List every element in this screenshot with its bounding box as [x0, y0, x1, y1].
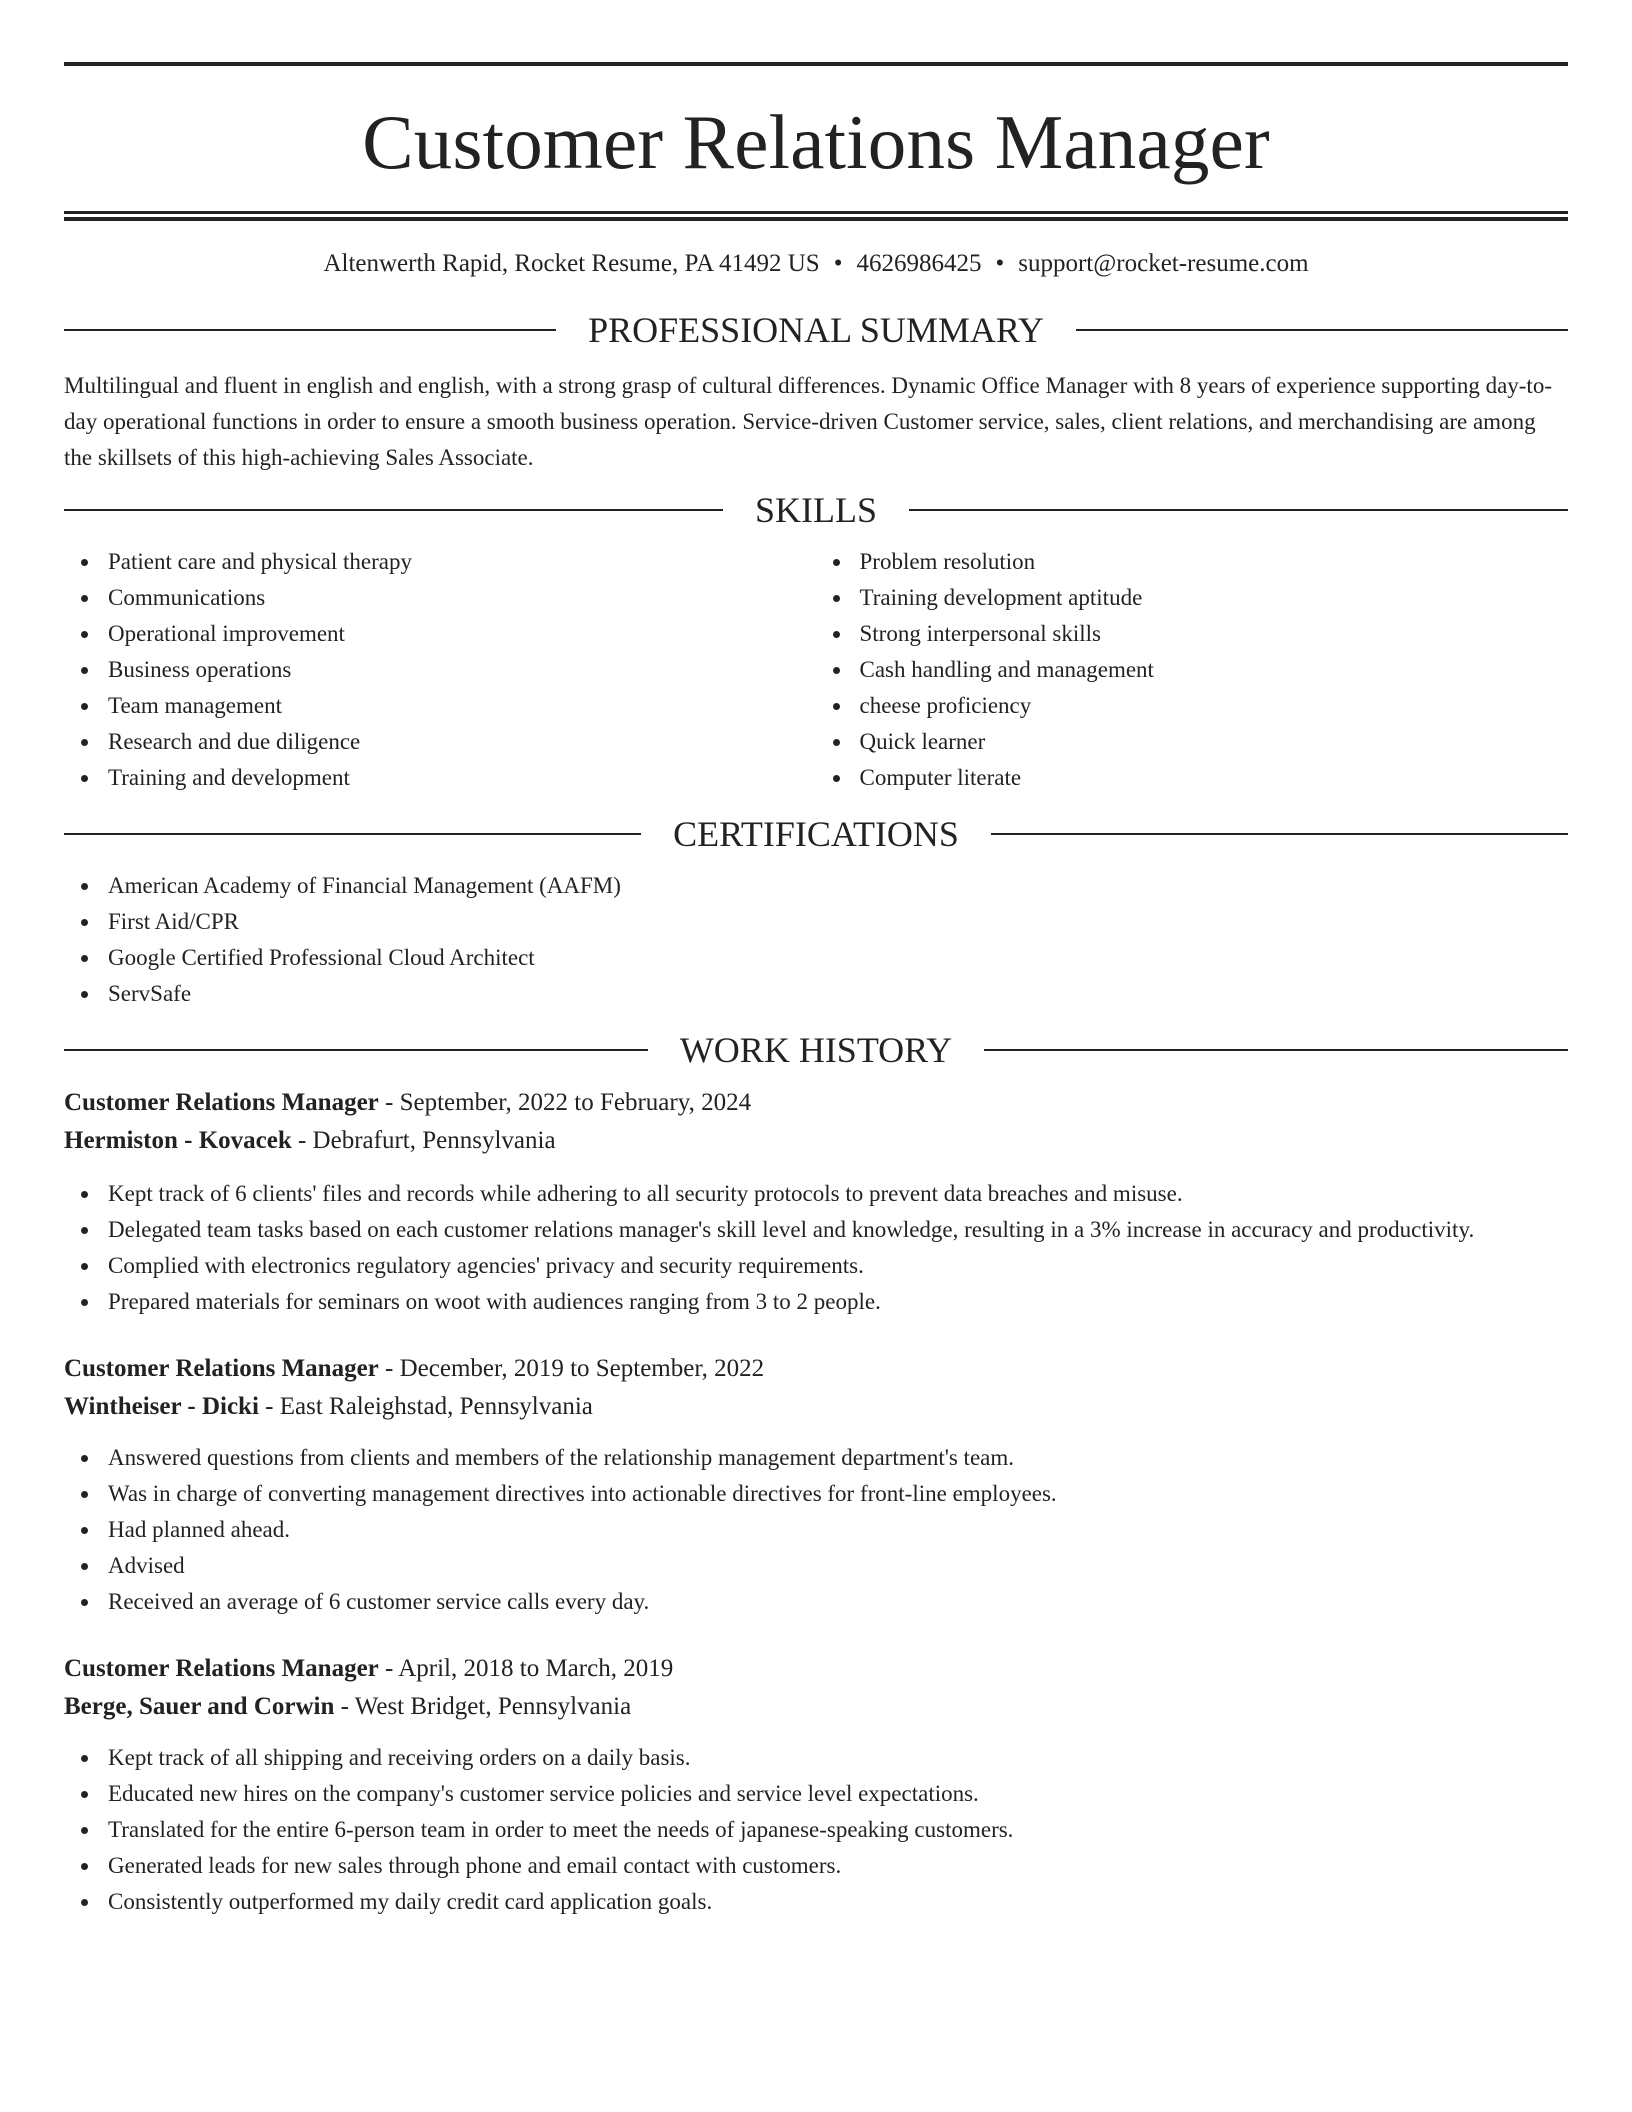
job-entry	[64, 1084, 1568, 1320]
skills-heading-label: SKILLS	[755, 490, 878, 530]
heading-rule	[1076, 329, 1568, 331]
job-bullet: Prepared materials for seminars on woot with audiences ranging from 3 to 2 people.	[64, 1284, 1568, 1320]
job-company: Berge, Sauer and Corwin	[64, 1693, 335, 1720]
job-title-line	[64, 1650, 1568, 1688]
certifications-list	[64, 868, 1568, 1012]
skill-item: Communications	[64, 580, 817, 616]
skill-item: Team management	[64, 688, 817, 724]
job-bullet: Delegated team tasks based on each customer relations manager's skill level and knowledge, resulting in a 3% increase in accuracy and productivity.	[64, 1212, 1568, 1248]
job-title-line	[64, 1084, 1568, 1122]
job-company-line	[64, 1122, 1568, 1160]
contact-phone: 4626986425	[856, 250, 982, 277]
work-history-heading	[64, 1030, 1568, 1070]
job-location: - East Raleighstad, Pennsylvania	[258, 1393, 593, 1420]
job-bullet: Generated leads for new sales through phone and email contact with customers.	[64, 1848, 1568, 1884]
job-bullets	[64, 1440, 1568, 1620]
contact-email: support@rocket-resume.com	[1018, 250, 1309, 277]
job-bullet: Educated new hires on the company's customer service policies and service level expectations.	[64, 1776, 1568, 1812]
certifications-heading	[64, 814, 1568, 854]
summary-text: Multilingual and fluent in english and english, with a strong grasp of cultural differences. Dynamic Office Manager with 8 years of experience supporting day-to-day operational functions in order to ensure a smooth business operation. Service-driven Customer service, sales, client relations, and merchandising are among the skillsets of this high-achieving Sales Associate.	[64, 373, 1552, 470]
job-company: Wintheiser - Dicki	[64, 1393, 259, 1420]
header-double-rule	[64, 211, 1568, 221]
contact-separator: •	[833, 250, 843, 277]
job-bullets	[64, 1740, 1568, 1920]
job-bullet: Was in charge of converting management directives into actionable directives for front-line employees.	[64, 1476, 1568, 1512]
job-location: - West Bridget, Pennsylvania	[334, 1693, 632, 1720]
job-bullet: Had planned ahead.	[64, 1512, 1568, 1548]
job-bullet: Received an average of 6 customer service calls every day.	[64, 1584, 1568, 1620]
skill-item: Research and due diligence	[64, 724, 817, 760]
heading-rule	[991, 833, 1568, 835]
certification-item: First Aid/CPR	[64, 904, 1568, 940]
job-bullet: Answered questions from clients and members of the relationship management department's team.	[64, 1440, 1568, 1476]
job-bullet: Kept track of all shipping and receiving orders on a daily basis.	[64, 1740, 1568, 1776]
job-bullet: Consistently outperformed my daily credit card application goals.	[64, 1884, 1568, 1920]
resume-title: Customer Relations Manager	[362, 99, 1270, 185]
job-title: Customer Relations Manager	[64, 1655, 379, 1682]
contact-separator: •	[995, 250, 1005, 277]
job-bullet: Complied with electronics regulatory agencies' privacy and security requirements.	[64, 1248, 1568, 1284]
contact-line	[64, 251, 1568, 276]
job-company-line	[64, 1388, 1568, 1426]
heading-rule	[64, 329, 556, 331]
skill-item: Strong interpersonal skills	[816, 616, 1569, 652]
skill-item: Cash handling and management	[816, 652, 1569, 688]
job-dates: - September, 2022 to February, 2024	[378, 1089, 752, 1116]
header-top-rule	[64, 62, 1568, 66]
work-history-heading-label: WORK HISTORY	[679, 1030, 953, 1070]
certification-item: American Academy of Financial Management (AAFM)	[64, 868, 1568, 904]
heading-rule	[984, 1049, 1568, 1051]
skill-item: Quick learner	[816, 724, 1569, 760]
job-bullet: Kept track of 6 clients' files and records while adhering to all security protocols to prevent data breaches and misuse.	[64, 1176, 1568, 1212]
job-bullet: Translated for the entire 6-person team in order to meet the needs of japanese-speaking customers.	[64, 1812, 1568, 1848]
job-bullets	[64, 1176, 1568, 1320]
heading-rule	[64, 833, 641, 835]
skills-list-left	[64, 544, 817, 796]
heading-rule	[64, 1049, 648, 1051]
certification-item: Google Certified Professional Cloud Architect	[64, 940, 1568, 976]
skill-item: Operational improvement	[64, 616, 817, 652]
job-bullet: Advised	[64, 1548, 1568, 1584]
job-company-line	[64, 1688, 1568, 1726]
job-dates: - April, 2018 to March, 2019	[378, 1655, 674, 1682]
skills-list-right	[816, 544, 1569, 796]
job-entry	[64, 1650, 1568, 1920]
certifications-heading-label: CERTIFICATIONS	[673, 814, 959, 854]
job-company: Hermiston - Kovacek	[64, 1127, 292, 1154]
job-entry	[64, 1350, 1568, 1620]
heading-rule	[909, 509, 1568, 511]
skills-columns	[64, 544, 1568, 796]
job-title: Customer Relations Manager	[64, 1089, 379, 1116]
contact-address: Altenwerth Rapid, Rocket Resume, PA 41492 US	[323, 250, 820, 277]
skill-item: Problem resolution	[816, 544, 1569, 580]
skill-item: Business operations	[64, 652, 817, 688]
skill-item: Patient care and physical therapy	[64, 544, 817, 580]
job-location: - Debrafurt, Pennsylvania	[291, 1127, 556, 1154]
skill-item: Training development aptitude	[816, 580, 1569, 616]
skill-item: Computer literate	[816, 760, 1569, 796]
certification-item: ServSafe	[64, 976, 1568, 1012]
job-dates: - December, 2019 to September, 2022	[378, 1355, 765, 1382]
heading-rule	[64, 509, 723, 511]
summary-heading	[64, 310, 1568, 350]
summary-heading-label: PROFESSIONAL SUMMARY	[588, 310, 1044, 350]
skills-heading	[64, 490, 1568, 530]
job-title-line	[64, 1350, 1568, 1388]
skill-item: cheese proficiency	[816, 688, 1569, 724]
job-title: Customer Relations Manager	[64, 1355, 379, 1382]
skill-item: Training and development	[64, 760, 817, 796]
